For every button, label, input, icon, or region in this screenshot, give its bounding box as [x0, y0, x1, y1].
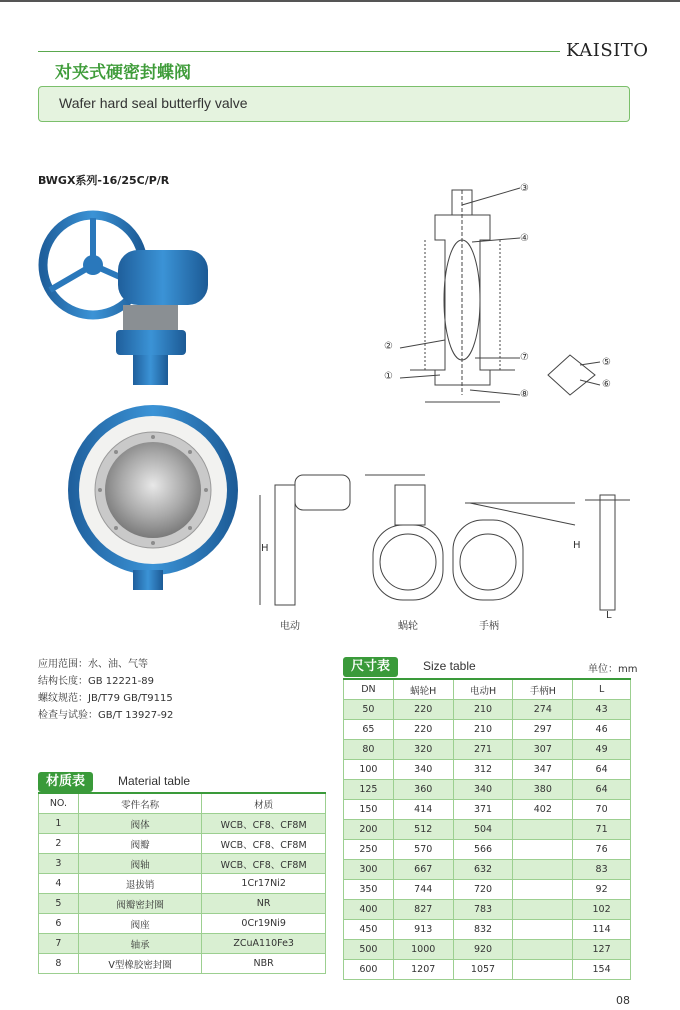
table-cell: 400	[344, 900, 394, 920]
material-table-tag: 材质表	[38, 772, 93, 792]
table-cell: 阀轴	[78, 854, 201, 874]
table-cell: 65	[344, 720, 394, 740]
table-cell: 512	[393, 820, 453, 840]
table-cell: 83	[573, 860, 631, 880]
table-cell: 450	[344, 920, 394, 940]
table-header-cell: 蜗轮H	[393, 679, 453, 700]
table-cell: 127	[573, 940, 631, 960]
h-label-2: H	[573, 540, 581, 551]
table-cell: 7	[39, 934, 79, 954]
table-cell: 80	[344, 740, 394, 760]
table-cell: 阀体	[78, 814, 201, 834]
table-cell: 70	[573, 800, 631, 820]
table-row	[39, 834, 326, 854]
table-cell: 114	[573, 920, 631, 940]
h-label-1: H	[261, 543, 269, 554]
table-row	[39, 914, 326, 934]
table-cell: 307	[513, 740, 573, 760]
table-cell: 1	[39, 814, 79, 834]
table-row	[344, 860, 631, 880]
table-row	[344, 900, 631, 920]
table-cell: 3	[39, 854, 79, 874]
table-row	[344, 940, 631, 960]
callout-1: ①	[384, 371, 393, 382]
l-label: L	[606, 610, 612, 621]
table-cell: 46	[573, 720, 631, 740]
table-cell: 220	[393, 720, 453, 740]
table-row	[39, 934, 326, 954]
table-row	[344, 920, 631, 940]
table-cell: 92	[573, 880, 631, 900]
table-cell: 350	[344, 880, 394, 900]
table-cell	[513, 820, 573, 840]
table-cell: 220	[393, 700, 453, 720]
label-electric: 电动	[280, 621, 300, 632]
table-cell: 371	[453, 800, 513, 820]
spec-item: 结构长度：GB 12221-89	[38, 676, 154, 687]
callout-5: ⑤	[602, 357, 611, 368]
section-drawing	[380, 180, 620, 410]
material-table-header	[38, 772, 328, 792]
table-cell	[513, 860, 573, 880]
table-cell	[513, 940, 573, 960]
table-cell: 210	[453, 700, 513, 720]
table-row	[344, 880, 631, 900]
table-cell: 271	[453, 740, 513, 760]
page-number: 08	[616, 994, 630, 1007]
size-table-header	[343, 657, 583, 677]
table-cell: ZCuA110Fe3	[202, 934, 326, 954]
table-cell: 913	[393, 920, 453, 940]
table-cell: 297	[513, 720, 573, 740]
table-cell	[513, 960, 573, 980]
col-material: 材质	[202, 793, 326, 814]
table-row	[39, 854, 326, 874]
table-row	[39, 814, 326, 834]
label-worm: 蜗轮	[398, 621, 418, 632]
table-cell: 744	[393, 880, 453, 900]
table-cell: 320	[393, 740, 453, 760]
spec-item: 应用范围：水、油、气等	[38, 659, 148, 670]
page-title-en: Wafer hard seal butterfly valve	[59, 95, 248, 111]
table-cell	[513, 880, 573, 900]
table-cell: 2	[39, 834, 79, 854]
table-cell: 667	[393, 860, 453, 880]
table-cell: 64	[573, 780, 631, 800]
brand-logo: KAISITO	[566, 40, 649, 61]
top-rule	[0, 0, 680, 2]
table-row	[344, 960, 631, 980]
table-cell: 360	[393, 780, 453, 800]
table-cell: NR	[202, 894, 326, 914]
table-cell: 76	[573, 840, 631, 860]
header-rule	[38, 51, 560, 52]
table-cell: 720	[453, 880, 513, 900]
spec-item: 检查与试验：GB/T 13927-92	[38, 710, 174, 721]
table-cell: 312	[453, 760, 513, 780]
table-cell: 274	[513, 700, 573, 720]
table-row	[344, 760, 631, 780]
table-row	[344, 780, 631, 800]
col-part: 零件名称	[78, 793, 201, 814]
table-cell: 125	[344, 780, 394, 800]
table-cell: 154	[573, 960, 631, 980]
table-cell: 500	[344, 940, 394, 960]
table-cell: 102	[573, 900, 631, 920]
table-header-cell: 电动H	[453, 679, 513, 700]
spec-item: 螺纹规范：JB/T79 GB/T9115	[38, 693, 173, 704]
table-cell: 5	[39, 894, 79, 914]
table-cell: 1000	[393, 940, 453, 960]
table-row	[344, 720, 631, 740]
series-label: BWGX系列-16/25C/P/R	[38, 174, 170, 187]
table-cell: 832	[453, 920, 513, 940]
callout-3: ③	[520, 183, 529, 194]
table-cell: 632	[453, 860, 513, 880]
table-cell: 920	[453, 940, 513, 960]
col-no: NO.	[39, 793, 79, 814]
size-table-tag: 尺寸表	[343, 657, 398, 677]
table-cell: 380	[513, 780, 573, 800]
table-row	[344, 700, 631, 720]
table-cell: 402	[513, 800, 573, 820]
table-cell: 210	[453, 720, 513, 740]
size-table-subtitle: Size table	[423, 659, 476, 673]
table-cell: 50	[344, 700, 394, 720]
table-cell: 783	[453, 900, 513, 920]
table-header-cell: L	[573, 679, 631, 700]
table-cell: 49	[573, 740, 631, 760]
table-cell: 150	[344, 800, 394, 820]
table-cell: WCB、CF8、CF8M	[202, 834, 326, 854]
table-row	[39, 894, 326, 914]
table-cell: 阀瓣密封圈	[78, 894, 201, 914]
table-cell: 6	[39, 914, 79, 934]
table-row	[344, 840, 631, 860]
table-header-cell: DN	[344, 679, 394, 700]
table-cell: 414	[393, 800, 453, 820]
table-cell: 300	[344, 860, 394, 880]
table-cell	[513, 900, 573, 920]
material-table	[38, 792, 326, 974]
table-cell: 827	[393, 900, 453, 920]
table-cell: 阀瓣	[78, 834, 201, 854]
table-header-cell: 手柄H	[513, 679, 573, 700]
table-row	[39, 874, 326, 894]
table-cell: 43	[573, 700, 631, 720]
table-cell: 0Cr19Ni9	[202, 914, 326, 934]
table-cell: 600	[344, 960, 394, 980]
table-cell: 71	[573, 820, 631, 840]
table-cell: V型橡胶密封圈	[78, 954, 201, 974]
table-cell: WCB、CF8、CF8M	[202, 814, 326, 834]
label-handle: 手柄	[479, 621, 499, 632]
spec-list	[38, 656, 173, 724]
table-cell: 566	[453, 840, 513, 860]
table-cell: 250	[344, 840, 394, 860]
table-cell: 200	[344, 820, 394, 840]
table-row	[344, 800, 631, 820]
table-cell: 347	[513, 760, 573, 780]
table-cell: 4	[39, 874, 79, 894]
table-cell: 100	[344, 760, 394, 780]
table-cell: 340	[453, 780, 513, 800]
callout-8: ⑧	[520, 389, 529, 400]
table-cell: NBR	[202, 954, 326, 974]
table-row	[39, 954, 326, 974]
callout-6: ⑥	[602, 379, 611, 390]
table-cell: 340	[393, 760, 453, 780]
callout-4: ④	[520, 233, 529, 244]
size-table	[343, 678, 631, 980]
table-row	[344, 820, 631, 840]
callout-7: ⑦	[520, 352, 529, 363]
page-title-zh: 对夹式硬密封蝶阀	[55, 63, 191, 83]
table-cell: 570	[393, 840, 453, 860]
table-row	[344, 740, 631, 760]
table-cell: 阀座	[78, 914, 201, 934]
table-cell: 1Cr17Ni2	[202, 874, 326, 894]
table-cell	[513, 920, 573, 940]
table-cell: 1207	[393, 960, 453, 980]
table-cell: 64	[573, 760, 631, 780]
table-cell: 8	[39, 954, 79, 974]
valve-photo	[28, 190, 248, 590]
table-cell: 退拔销	[78, 874, 201, 894]
table-cell: 轴承	[78, 934, 201, 954]
title-banner	[38, 86, 630, 122]
material-table-subtitle: Material table	[118, 774, 191, 788]
table-cell: WCB、CF8、CF8M	[202, 854, 326, 874]
table-cell: 1057	[453, 960, 513, 980]
unit-label: 单位：mm	[588, 664, 638, 675]
callout-2: ②	[384, 341, 393, 352]
table-cell: 504	[453, 820, 513, 840]
table-cell	[513, 840, 573, 860]
